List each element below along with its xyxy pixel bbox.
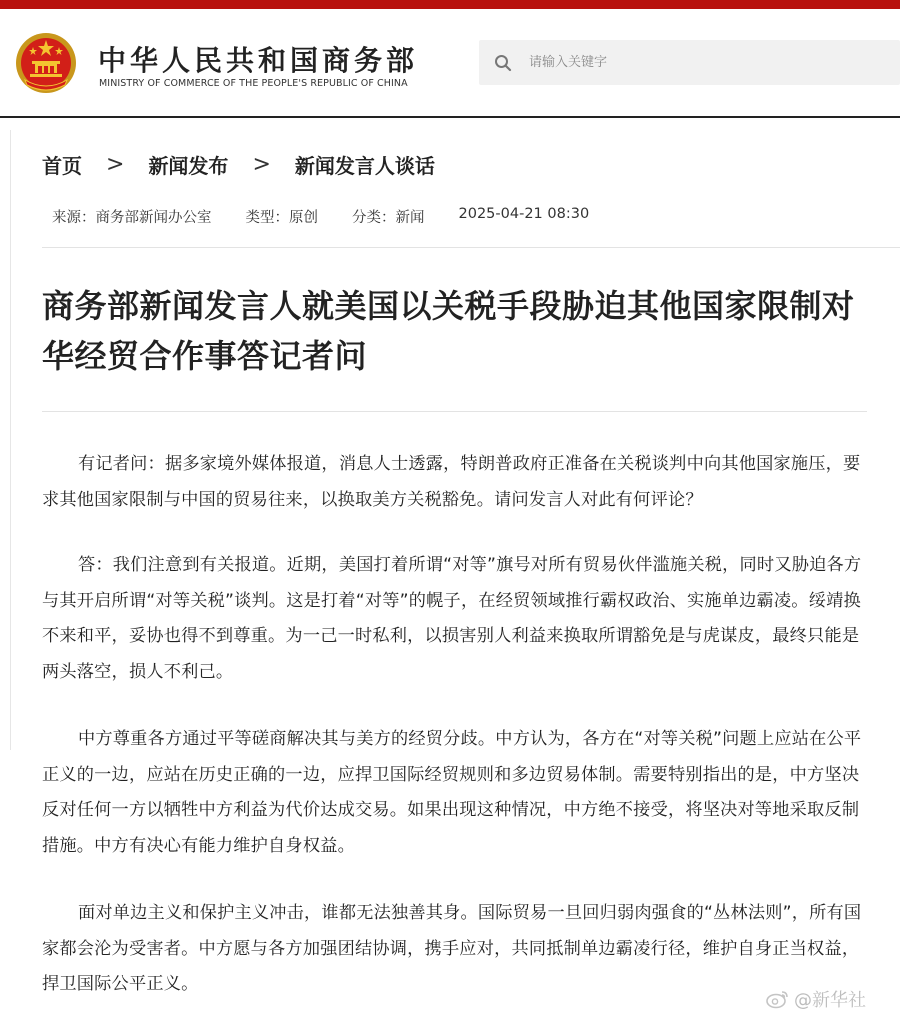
left-rule <box>10 130 11 750</box>
breadcrumb-home[interactable]: 首页 <box>42 153 82 178</box>
site-name-english: MINISTRY OF COMMERCE OF THE PEOPLE'S REPUBLIC OF CHINA <box>99 78 408 89</box>
article-title: 商务部新闻发言人就美国以关税手段胁迫其他国家限制对华经贸合作事答记者问 <box>42 287 855 375</box>
article-meta <box>52 206 623 227</box>
meta-divider <box>42 247 900 248</box>
national-emblem-icon[interactable] <box>15 32 77 94</box>
meta-source: 来源：商务部新闻办公室 <box>52 210 212 226</box>
article-paragraph: 面对单边主义和保护主义冲击，谁都无法独善其身。国际贸易一旦回归弱肉强食的“丛林法则”，所有国家都会沦为受害者。中方愿与各方加强团结协调，携手应对，共同抵制单边霸凌行径，维护自身正当权益，捍卫国际公平正义。 <box>42 903 862 994</box>
article-paragraph: 有记者问：据多家境外媒体报道，消息人士透露，特朗普政府正准备在关税谈判中向其他国家施压，要求其他国家限制与中国的贸易往来，以换取美方关税豁免。请问发言人对此有何评论？ <box>42 454 861 510</box>
meta-type: 类型：原创 <box>245 210 318 226</box>
breadcrumb-separator: > <box>106 151 125 177</box>
title-divider <box>42 411 867 412</box>
watermark <box>766 986 866 1012</box>
breadcrumb-separator: > <box>252 151 271 177</box>
site-name-chinese[interactable]: 中华人民共和国商务部 <box>98 44 419 77</box>
top-accent-stripe <box>0 0 900 9</box>
header-divider <box>0 116 900 118</box>
breadcrumb <box>42 149 435 179</box>
article-paragraph: 中方尊重各方通过平等磋商解决其与美方的经贸分歧。中方认为，各方在“对等关税”问题上应站在公平正义的一边，应站在历史正确的一边，应捍卫国际经贸规则和多边贸易体制。需要特别指出的是，中方坚决反对任何一方以牺牲中方利益为代价达成交易。如果出现这种情况，中方绝不接受，将坚决对等地采取反制措施。中方有决心有能力维护自身权益。 <box>42 729 862 856</box>
site-header <box>0 9 900 117</box>
breadcrumb-spokesperson-talk[interactable]: 新闻发言人谈话 <box>294 153 435 178</box>
meta-category: 分类：新闻 <box>352 210 425 226</box>
article-paragraph: 答：我们注意到有关报道。近期，美国打着所谓“对等”旗号对所有贸易伙伴滥施关税，同时又胁迫各方与其开启所谓“对等关税”谈判。这是打着“对等”的幌子，在经贸领域推行霸权政治、实施单边霸凌。绥靖换不来和平，妥协也得不到尊重。为一己一时私利，以损害别人利益来换取所谓豁免是与虎谋皮，最终只能是两头落空，损人不利己。 <box>42 555 862 682</box>
search-icon[interactable] <box>493 53 513 73</box>
weibo-icon <box>766 989 790 1009</box>
watermark-text: @新华社 <box>794 990 866 1011</box>
breadcrumb-news-release[interactable]: 新闻发布 <box>148 153 229 178</box>
meta-datetime: 2025-04-21 08:30 <box>458 206 590 222</box>
search-box[interactable] <box>479 40 900 85</box>
search-input[interactable] <box>529 40 889 85</box>
